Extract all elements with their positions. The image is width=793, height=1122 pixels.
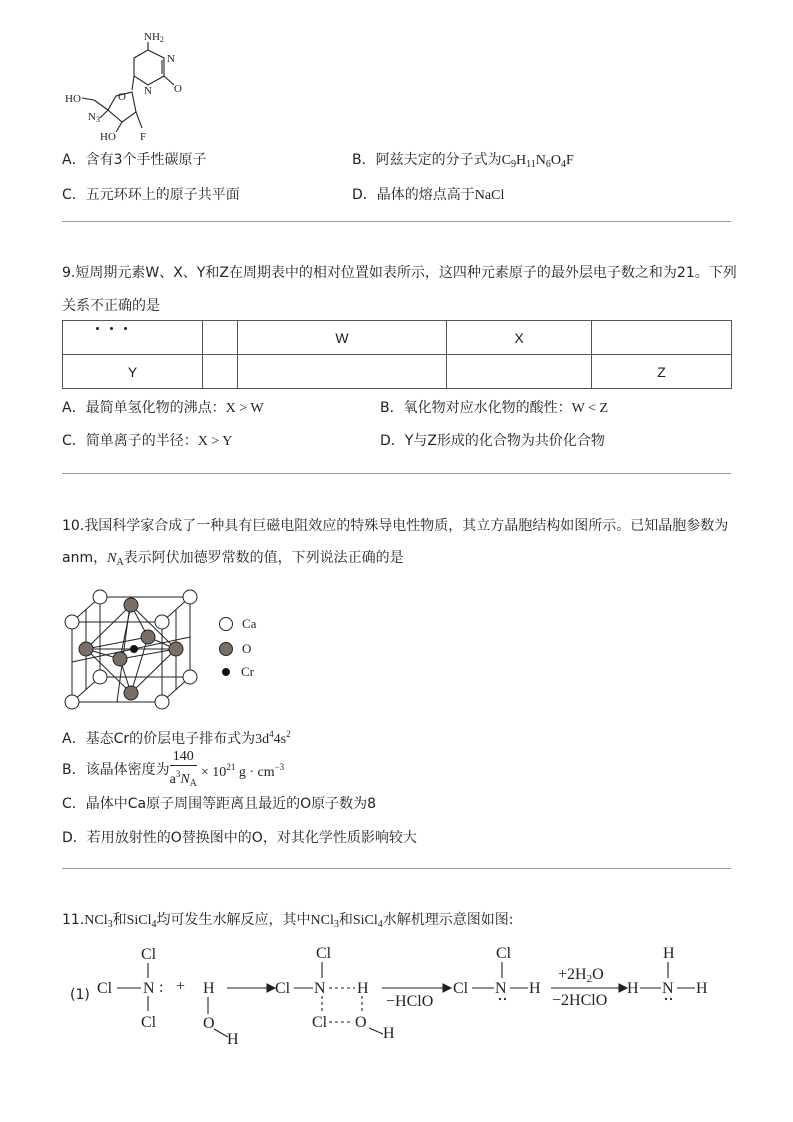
mech-n: N xyxy=(143,980,155,997)
table-cell xyxy=(447,355,592,389)
cr-swatch-icon xyxy=(222,668,230,676)
legend xyxy=(219,611,256,683)
mech-p1-n: N xyxy=(495,980,507,997)
ring-n2-label: N xyxy=(144,85,152,97)
ho-label: HO xyxy=(65,93,81,105)
carbonyl-o-label: O xyxy=(174,83,182,95)
mech-ts-cl-bottom: Cl xyxy=(312,1014,328,1031)
q8-option-c: C．五元环环上的原子共平面 xyxy=(62,187,240,203)
cr-atom xyxy=(130,645,138,653)
mech-lone-pair: : xyxy=(159,979,164,996)
q9-option-d: D．Y与Z形成的化合物为共价化合物 xyxy=(380,433,605,449)
mech-o: O xyxy=(203,1015,215,1032)
crystal-cell-diagram xyxy=(60,585,200,715)
divider xyxy=(62,473,731,474)
mechanism-label: (1) xyxy=(70,987,90,1003)
n3-label: N3 xyxy=(88,111,100,124)
q10-stem-line1: 10.我国科学家合成了一种具有巨磁电阻效应的特殊导电性物质，其立方晶胞结构如图所示。已知晶胞参数为 xyxy=(62,518,729,534)
ring-n-label: N xyxy=(167,53,175,65)
nh2-label: NH2 xyxy=(144,31,164,44)
table-cell xyxy=(63,321,203,355)
legend-label-ca: Ca xyxy=(242,615,257,631)
legend-label-o: O xyxy=(242,640,252,656)
q8-option-d: D．晶体的熔点高于NaCl xyxy=(352,187,505,203)
mech-ts-cl-top: Cl xyxy=(316,945,332,962)
mech-cl-left: Cl xyxy=(97,980,113,997)
legend-item-cr xyxy=(219,661,256,683)
hydrolysis-mechanism xyxy=(95,938,735,1048)
legend-label-cr: Cr xyxy=(241,664,254,679)
ca-swatch-icon xyxy=(219,617,233,631)
legend-item-ca xyxy=(219,611,256,636)
mech-cl-bottom: Cl xyxy=(141,1014,157,1031)
divider xyxy=(62,221,731,222)
f-label: F xyxy=(140,131,147,143)
q11-stem: 11.NCl$_3$和SiCl$_4$均可发生水解反应，其中NCl$_3$和SiCl$_4$水解机理示意图如图: xyxy=(62,912,514,930)
q10-option-c: C．晶体中Ca原子周围等距离且最近的O原子数为8 xyxy=(62,796,377,812)
density-fraction: $\frac{140}{a^3N_A}$ xyxy=(169,748,197,789)
table-cell-y: Y xyxy=(63,355,203,389)
mech-p1-h: H xyxy=(529,980,541,997)
mech-p1-cl-left: Cl xyxy=(453,980,469,997)
mech-h-bottom: H xyxy=(227,1031,239,1048)
q10-option-a: A．基态Cr的价层电子排布式为$3d^44s^2$ xyxy=(62,729,291,747)
mech-ts-h2: H xyxy=(383,1025,395,1042)
mech-cl-top: Cl xyxy=(141,946,157,963)
q10-option-b: B．该晶体密度为 $\frac{140}{a^3N_A}$ × $10^{21}$ $g \cdot cm^{-3}$ xyxy=(62,750,284,790)
table-cell-x: X xyxy=(447,321,592,355)
table-cell xyxy=(592,321,732,355)
legend-item-o xyxy=(219,636,256,661)
table-cell xyxy=(238,355,447,389)
q10-option-d: D．若用放射性的O替换图中的O，对其化学性质影响较大 xyxy=(62,830,417,846)
minus-2hclo-label: −2HClO xyxy=(552,992,608,1009)
table-cell-z: Z xyxy=(592,355,732,389)
mech-p2-n: N xyxy=(662,980,674,997)
mech-p2-h-left: H xyxy=(627,980,639,997)
q9-stem-line1: 9.短周期元素W、X、Y和Z在周期表中的相对位置如表所示，这四种元素原子的最外层电子数之和为21。下列 xyxy=(62,265,737,281)
sugar-o-label: O xyxy=(118,91,126,103)
table-cell xyxy=(203,321,238,355)
table-row xyxy=(63,321,732,355)
divider xyxy=(62,868,731,869)
q8-option-a: A．含有3个手性碳原子 xyxy=(62,152,207,168)
mech-h-top: H xyxy=(203,980,215,997)
q9-option-c: C．简单离子的半径：X > Y xyxy=(62,433,233,449)
mech-p1-cl-top: Cl xyxy=(496,945,512,962)
minus-hclo-label: −HClO xyxy=(386,993,434,1010)
q8-option-b: B．阿兹夫定的分子式为$C_9H_{11}N_6O_4F$ xyxy=(352,152,574,170)
q10-stem-line2: anm，$N_A$表示阿伏加德罗常数的值，下列说法正确的是 xyxy=(62,550,404,568)
periodic-table-fragment xyxy=(62,320,732,389)
mech-plus: + xyxy=(176,978,186,995)
mech-p2-h-top: H xyxy=(663,945,675,962)
mech-ts-n: N xyxy=(314,980,326,997)
mech-ts-cl-left: Cl xyxy=(275,980,291,997)
plus-2h2o-label: +2H2O xyxy=(558,966,604,985)
table-row xyxy=(63,355,732,389)
mech-ts-o: O xyxy=(355,1014,367,1031)
table-cell xyxy=(203,355,238,389)
q9-stem-line2: 关系不正确的是 xyxy=(62,298,160,314)
mech-ts-h: H xyxy=(357,980,369,997)
table-cell-w: W xyxy=(238,321,447,355)
q9-option-a: A．最简单氢化物的沸点：X > W xyxy=(62,400,264,416)
o-swatch-icon xyxy=(219,642,233,656)
q9-option-b: B．氧化物对应水化物的酸性：W < Z xyxy=(380,400,609,416)
mech-p2-h-right: H xyxy=(696,980,708,997)
oh-label: HO xyxy=(100,131,116,143)
azvudine-structure xyxy=(60,30,200,145)
